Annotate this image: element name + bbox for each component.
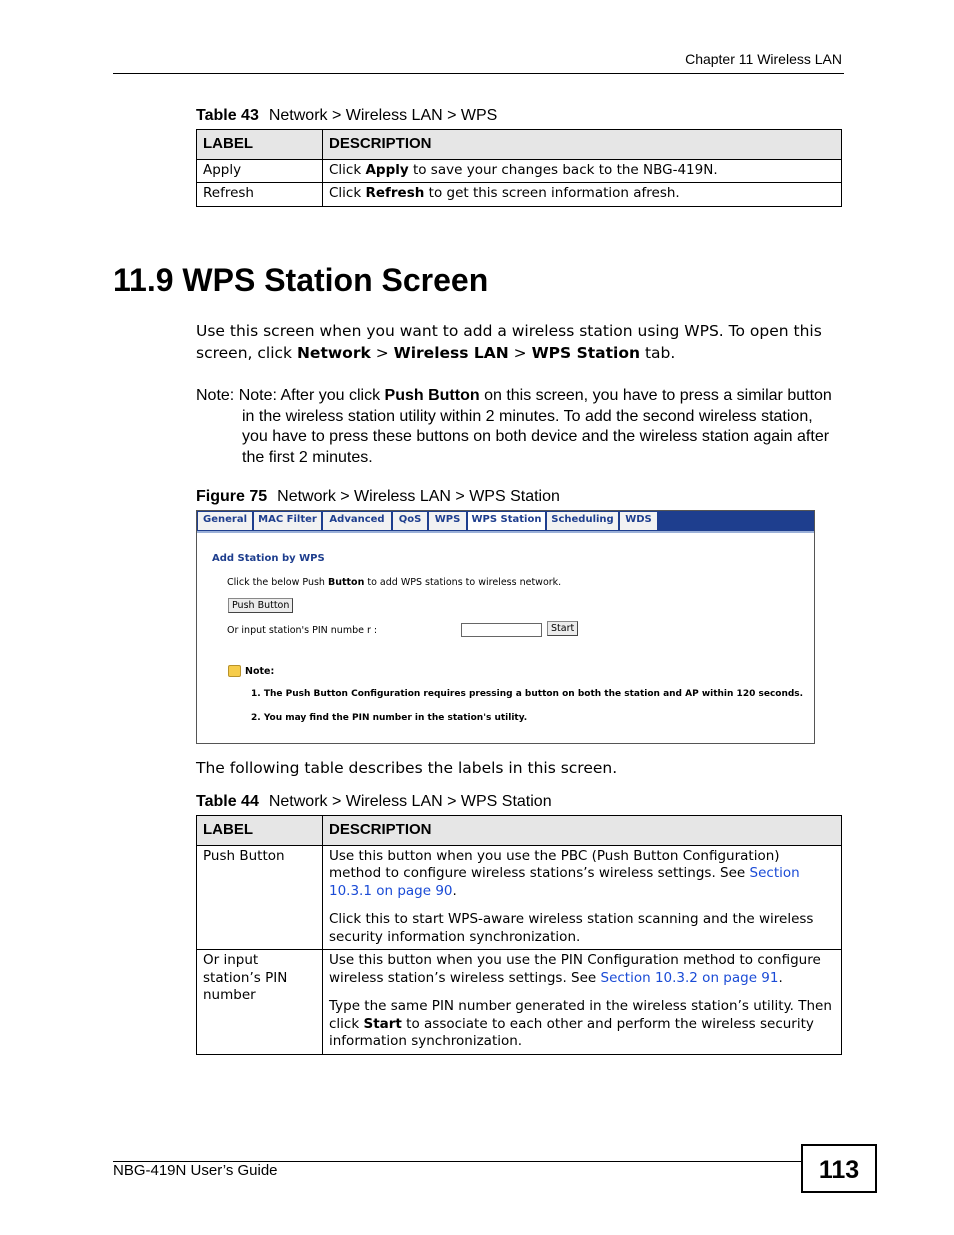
table-43-caption [196, 107, 497, 125]
text: Click the below Push [227, 577, 328, 588]
tab-advanced[interactable]: Advanced [323, 512, 392, 530]
intro-paragraph [196, 320, 842, 364]
section-title: 11.9 WPS Station Screen [113, 262, 489, 298]
row-description [323, 950, 842, 1055]
table-44-number: Table 44 [196, 793, 259, 810]
tab-wps-station[interactable]: WPS Station [468, 512, 546, 530]
table-44-title: Network > Wireless LAN > WPS Station [268, 793, 552, 810]
row-label: Push Button [197, 845, 323, 950]
section-link[interactable]: Section 10.3.2 on page 91 [600, 969, 779, 986]
tab-wds[interactable]: WDS [620, 512, 658, 530]
text: to save your changes back to the NBG-419N. [408, 161, 718, 178]
figure-75-caption [196, 488, 560, 506]
pin-label: Or input station's PIN numbe r : [227, 625, 378, 636]
description-paragraph [329, 998, 835, 1051]
text: Click [329, 161, 366, 178]
note-icon [228, 665, 241, 677]
table-row [197, 950, 842, 1055]
text: . [452, 882, 457, 899]
description-paragraph: Click this to start WPS-aware wireless station scanning and the wireless security information synchronization. [329, 911, 814, 945]
tab-mac-filter[interactable]: MAC Filter [254, 512, 322, 530]
text: to associate to each other and perform the wireless security information synchronization. [329, 1015, 814, 1049]
row-description [323, 845, 842, 950]
bold-term: Push Button [384, 387, 480, 404]
text: Note: Note: After you click [196, 387, 385, 404]
note-item-2: 2. You may find the PIN number in the station's utility. [251, 713, 528, 723]
figure-75-number: Figure 75 [196, 488, 268, 505]
text: Type the same PIN number generated in the wireless station’s utility. Then click [329, 998, 832, 1032]
tab-scheduling[interactable]: Scheduling [547, 512, 619, 530]
tab-wps[interactable]: WPS [429, 512, 467, 530]
table-43-number: Table 43 [196, 107, 259, 124]
table-header-row [197, 816, 842, 846]
text: Click [329, 185, 366, 201]
row-label: Refresh [197, 183, 323, 207]
wps-station-screenshot [196, 510, 815, 744]
description-paragraph [329, 848, 835, 901]
section-link[interactable]: Section 10.3.1 on page 90 [329, 865, 800, 899]
header-label: LABEL [197, 130, 323, 160]
page-number: 113 [801, 1144, 877, 1193]
text: Use this screen when you want to add a wireless station using WPS. To open this screen, click [196, 322, 822, 362]
note-label: Note: [245, 666, 275, 677]
pin-input[interactable] [461, 623, 542, 637]
row-label: Or input station’s PIN number [197, 950, 323, 1055]
add-station-heading: Add Station by WPS [212, 553, 325, 564]
bold-term: Refresh [365, 185, 425, 201]
header-rule [113, 73, 844, 74]
bold-term: Apply [365, 161, 409, 178]
separator: > [508, 344, 532, 362]
table-44 [196, 815, 842, 1055]
table-43 [196, 129, 842, 207]
menu-network: Network [296, 344, 371, 362]
text: tab. [640, 344, 676, 362]
paragraph-gap [329, 900, 835, 911]
tab-general[interactable]: General [198, 512, 253, 530]
table-row [197, 159, 842, 183]
note-paragraph [196, 386, 842, 468]
push-instruction [227, 577, 561, 588]
row-description [323, 159, 842, 183]
figure-75-title: Network > Wireless LAN > WPS Station [277, 488, 560, 505]
table-row [197, 845, 842, 950]
footer-guide-title: NBG-419N User’s Guide [113, 1162, 278, 1179]
paragraph-gap [329, 987, 835, 998]
text: . [778, 969, 783, 986]
description-paragraph [329, 952, 835, 987]
menu-wps-station: WPS Station [531, 344, 641, 362]
menu-wireless-lan: Wireless LAN [393, 344, 509, 362]
header-description: DESCRIPTION [323, 130, 842, 160]
text: to get this screen information afresh. [424, 185, 680, 201]
tab-qos[interactable]: QoS [393, 512, 428, 530]
following-text: The following table describes the labels in this screen. [196, 759, 618, 777]
header-label: LABEL [197, 816, 323, 846]
tab-bar [197, 511, 814, 533]
running-header: Chapter 11 Wireless LAN [685, 51, 842, 67]
table-header-row [197, 130, 842, 160]
table-43-title: Network > Wireless LAN > WPS [268, 107, 498, 124]
table-44-caption [196, 793, 552, 811]
row-label: Apply [197, 159, 323, 183]
start-button[interactable]: Start [547, 621, 578, 636]
push-button[interactable]: Push Button [228, 598, 293, 613]
text: to add WPS stations to wireless network. [364, 577, 562, 588]
table-row [197, 183, 842, 207]
row-description [323, 183, 842, 207]
text: on this screen, you have to press a similar button in the wireless station utility within 2 minutes. To add the second wireless station, you have to press these buttons on both device and the wireless station again after the first 2 minutes. [242, 387, 832, 466]
bold-term: Button [327, 577, 365, 588]
note-item-1: 1. The Push Button Configuration requires pressing a button on both the station and AP within 120 seconds. [251, 689, 804, 699]
bold-term: Start [363, 1015, 402, 1032]
header-description: DESCRIPTION [323, 816, 842, 846]
separator: > [370, 344, 394, 362]
text: Use this button when you use the PIN Configuration method to configure wireless station’s wireless settings. See [329, 952, 821, 986]
text: Use this button when you use the PBC (Push Button Configuration) method to configure wireless stations’s wireless settings. See [329, 847, 780, 881]
